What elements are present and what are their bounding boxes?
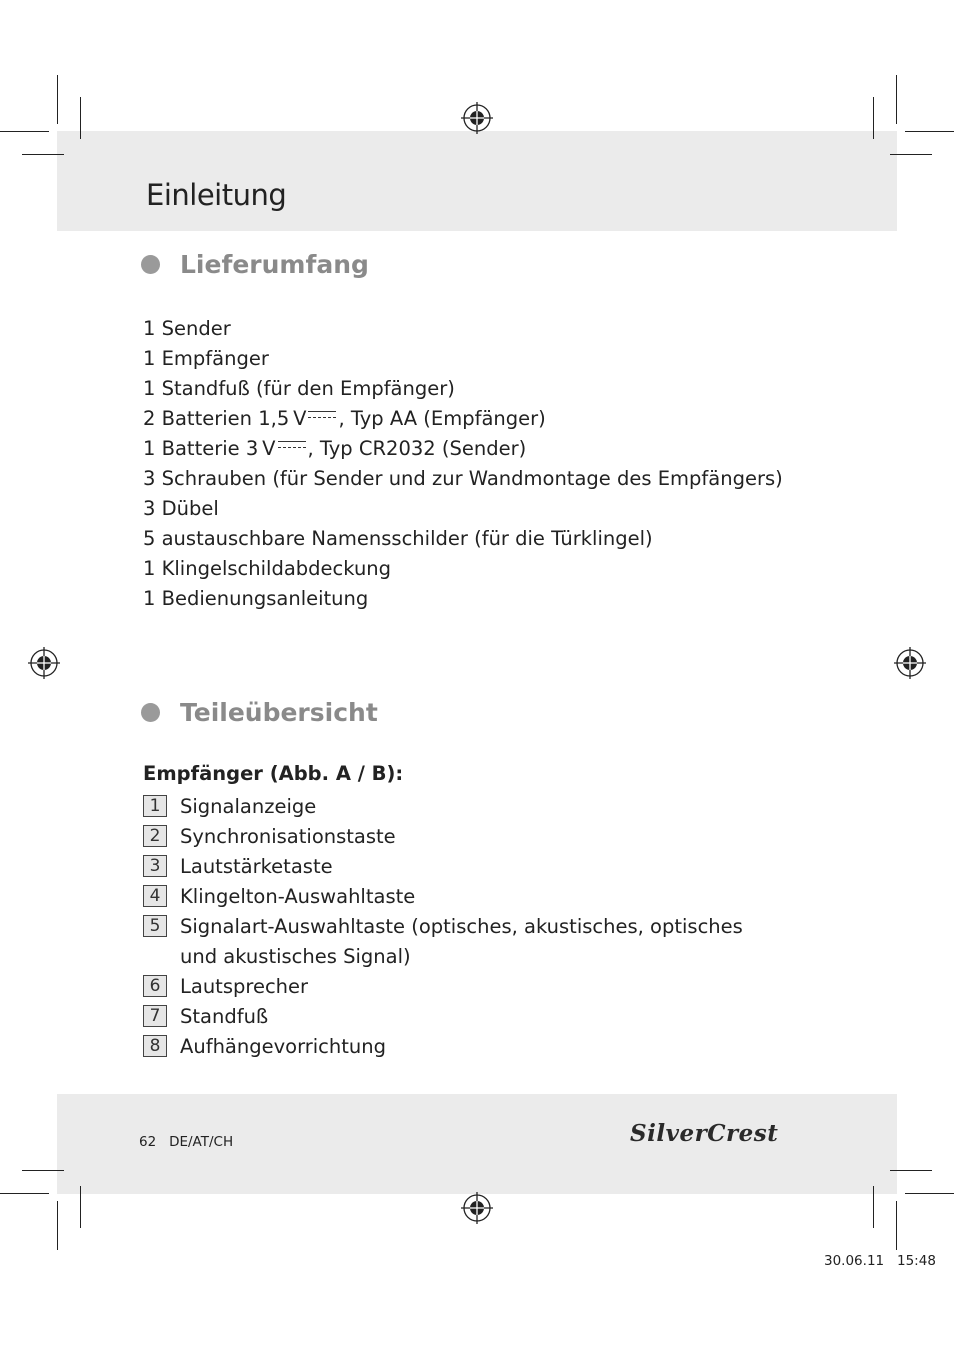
part-item [143, 882, 783, 912]
registration-mark-icon [894, 647, 926, 679]
list-item [143, 404, 783, 434]
crop-mark [896, 1201, 897, 1250]
part-label: Signalanzeige [180, 795, 317, 818]
crop-mark [57, 1201, 58, 1250]
part-number: 4 [143, 885, 167, 907]
print-date: 30.06.11 [824, 1253, 885, 1269]
crop-mark [873, 1186, 874, 1228]
part-label: Lautstärketaste [180, 855, 333, 878]
crop-mark [0, 1193, 49, 1194]
crop-mark [905, 131, 954, 132]
part-item [143, 852, 783, 882]
receiver-heading: Empfänger (Abb. A / B): [143, 762, 404, 785]
part-number: 2 [143, 825, 167, 847]
part-label: Standfuß [180, 1005, 269, 1028]
registration-mark-icon [461, 102, 493, 134]
delivery-list [143, 314, 783, 614]
list-item [143, 434, 783, 464]
part-label: Lautsprecher [180, 975, 309, 998]
part-item [143, 1032, 783, 1062]
crop-mark [890, 1170, 932, 1171]
crop-mark [896, 75, 897, 124]
list-item: 1 Bedienungsanleitung [143, 587, 369, 610]
page-number-value: 62 [139, 1134, 157, 1150]
part-item [143, 1002, 783, 1032]
bullet-icon [141, 703, 160, 722]
part-label: Signalart-Auswahltaste (optisches, akustisches, optisches und akustisches Signal) [180, 915, 743, 968]
region-label: DE/AT/CH [169, 1134, 234, 1150]
crop-mark [80, 1186, 81, 1228]
registration-mark-icon [461, 1192, 493, 1224]
part-item [143, 822, 783, 852]
crop-mark [0, 131, 49, 132]
crop-mark [22, 154, 64, 155]
list-item-text: , Typ AA (Empfänger) [338, 407, 546, 430]
part-label: Synchronisationstaste [180, 825, 396, 848]
print-stamp [824, 1253, 936, 1269]
crop-mark [80, 97, 81, 139]
dc-voltage-icon [307, 409, 337, 423]
list-item: 1 Empfänger [143, 347, 269, 370]
part-number: 7 [143, 1005, 167, 1027]
section-title-overview [141, 698, 378, 727]
list-item: 5 austauschbare Namensschilder (für die Türklingel) [143, 527, 653, 550]
list-item-text: 2 Batterien 1,5 V [143, 407, 307, 430]
part-item [143, 792, 783, 822]
list-item: 3 Schrauben (für Sender und zur Wandmontage des Empfängers) [143, 467, 783, 490]
part-number: 3 [143, 855, 167, 877]
part-item [143, 912, 783, 972]
section-title-text: Teileübersicht [180, 698, 378, 727]
list-item-text: 1 Batterie 3 V [143, 437, 276, 460]
print-time: 15:48 [897, 1253, 936, 1269]
crop-mark [873, 97, 874, 139]
page-title: Einleitung [146, 178, 287, 212]
section-title-text: Lieferumfang [180, 250, 369, 279]
parts-list [143, 792, 783, 1062]
dc-voltage-icon [277, 439, 307, 453]
part-label: Klingelton-Auswahltaste [180, 885, 416, 908]
section-title-delivery [141, 250, 369, 279]
page-number [139, 1134, 233, 1150]
part-number: 6 [143, 975, 167, 997]
registration-mark-icon [28, 647, 60, 679]
list-item: 1 Sender [143, 317, 231, 340]
bullet-icon [141, 255, 160, 274]
list-item: 1 Klingelschildabdeckung [143, 557, 392, 580]
part-item [143, 972, 783, 1002]
part-number: 5 [143, 915, 167, 937]
crop-mark [890, 154, 932, 155]
crop-mark [57, 75, 58, 124]
part-number: 1 [143, 795, 167, 817]
crop-mark [905, 1193, 954, 1194]
part-label: Aufhängevorrichtung [180, 1035, 387, 1058]
brand-logo: SilverCrest [630, 1120, 779, 1147]
list-item: 1 Standfuß (für den Empfänger) [143, 377, 455, 400]
list-item: 3 Dübel [143, 497, 219, 520]
part-number: 8 [143, 1035, 167, 1057]
list-item-text: , Typ CR2032 (Sender) [307, 437, 527, 460]
crop-mark [22, 1170, 64, 1171]
